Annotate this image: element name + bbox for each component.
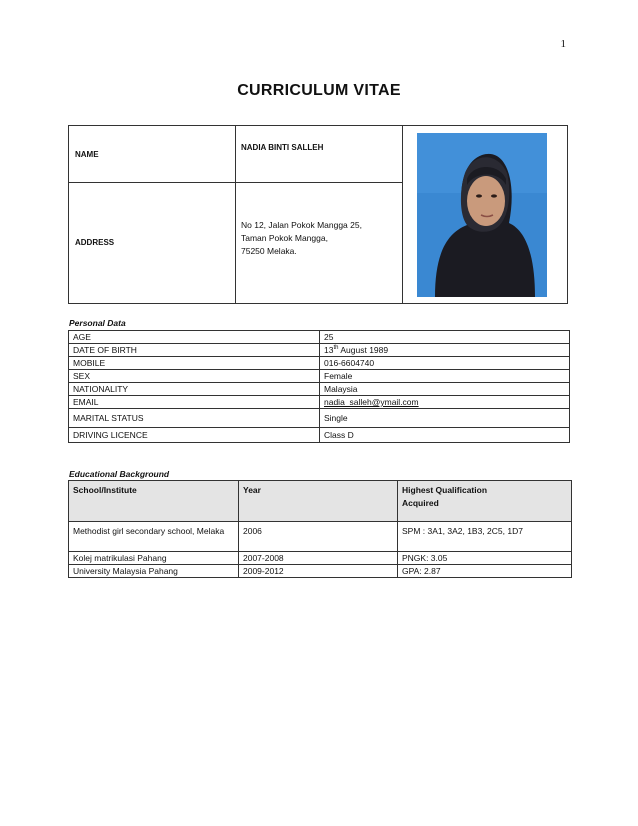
table-row [69,370,570,383]
profile-photo [417,133,547,297]
column-header-qualification: Highest Qualification Acquired [398,481,572,522]
qualification-cell: SPM : 3A1, 3A2, 1B3, 2C5, 1D7 [398,522,572,552]
school-cell: Kolej matrikulasi Pahang [69,552,239,565]
school-cell: University Malaysia Pahang [69,565,239,578]
year-cell: 2007-2008 [239,552,398,565]
driving-licence-value: Class D [320,428,570,443]
table-row [69,383,570,396]
age-value: 25 [320,331,570,344]
mobile-value: 016-6604740 [320,357,570,370]
table-row [69,565,572,578]
name-value: NADIA BINTI SALLEH [241,143,324,152]
table-row [69,552,572,565]
name-label: NAME [75,150,99,159]
education-heading: Educational Background [69,469,170,479]
email-link[interactable]: nadia_salleh@ymail.com [320,396,570,409]
address-line: Taman Pokok Mangga, [241,233,328,243]
driving-licence-label: DRIVING LICENCE [69,428,320,443]
email-label: EMAIL [69,396,320,409]
education-table [68,480,572,578]
qualification-cell: PNGK: 3.05 [398,552,572,565]
school-cell: Methodist girl secondary school, Melaka [69,522,239,552]
table-header-row [69,481,572,522]
table-row [69,331,570,344]
age-label: AGE [69,331,320,344]
address-value [241,219,362,258]
table-row [69,357,570,370]
table-row [69,409,570,428]
dob-label: DATE OF BIRTH [69,344,320,357]
column-header-year: Year [239,481,398,522]
table-row [69,428,570,443]
sex-value: Female [320,370,570,383]
marital-status-label: MARITAL STATUS [69,409,320,428]
column-header-school: School/Institute [69,481,239,522]
marital-status-value: Single [320,409,570,428]
document-title: CURRICULUM VITAE [237,82,401,99]
sex-label: SEX [69,370,320,383]
address-line: 75250 Melaka. [241,246,297,256]
address-label: ADDRESS [75,238,115,247]
nationality-label: NATIONALITY [69,383,320,396]
year-cell: 2006 [239,522,398,552]
dob-value: 13th August 1989 [320,344,570,357]
table-row [69,344,570,357]
page-number: 1 [560,38,566,50]
year-cell: 2009-2012 [239,565,398,578]
nationality-value: Malaysia [320,383,570,396]
qualification-cell: GPA: 2.87 [398,565,572,578]
mobile-label: MOBILE [69,357,320,370]
personal-data-table [68,330,570,443]
address-line: No 12, Jalan Pokok Mangga 25, [241,220,362,230]
profile-table [68,125,568,304]
table-row [69,396,570,409]
personal-data-heading: Personal Data [69,318,126,328]
table-row [69,522,572,552]
